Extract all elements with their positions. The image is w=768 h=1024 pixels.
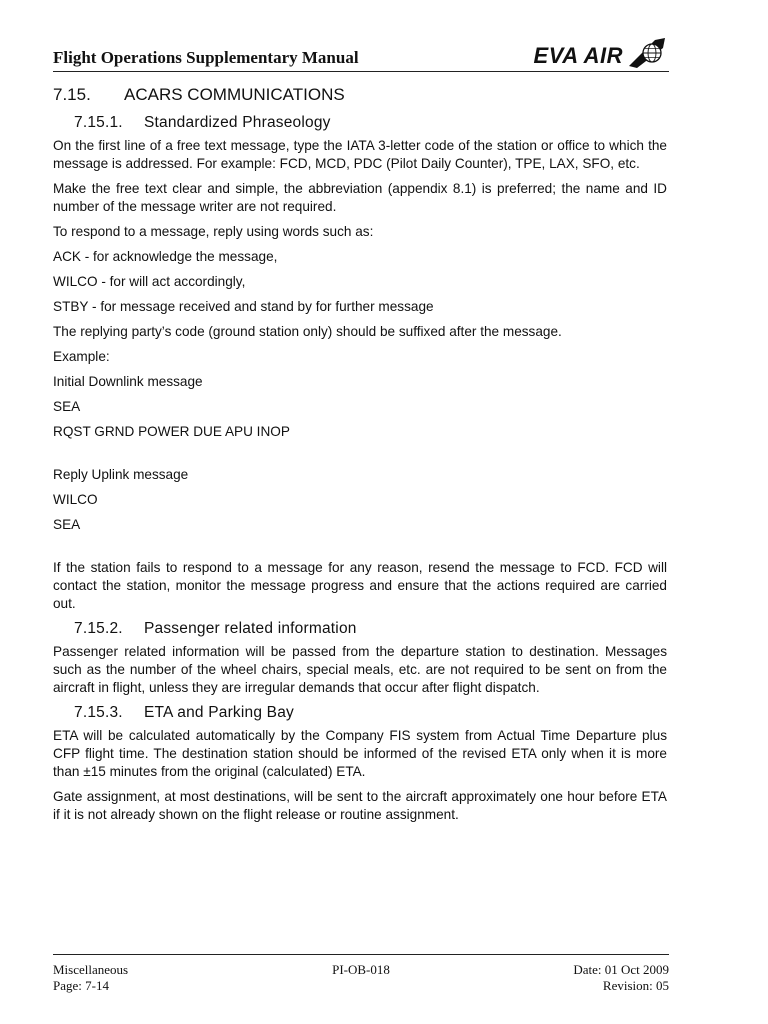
paragraph: WILCO	[53, 492, 98, 507]
paragraph: STBY - for message received and stand by for further message	[53, 299, 434, 314]
spacer	[53, 448, 667, 466]
spacer	[53, 541, 667, 559]
subsection-title: Passenger related information	[144, 620, 357, 637]
paragraph: ACK - for acknowledge the message,	[53, 249, 278, 264]
subsection-number: 7.15.1.	[74, 114, 123, 131]
subsection-title: Standardized Phraseology	[144, 114, 331, 131]
paragraph: Initial Downlink message	[53, 374, 203, 389]
paragraph: Gate assignment, at most destinations, will be sent to the aircraft approximately one hour before ETA if it is not already shown on the flight release or routine assignment.	[53, 789, 667, 822]
page-footer	[53, 962, 669, 994]
paragraph: ETA will be calculated automatically by the Company FIS system from Actual Time Departure plus CFP flight time. The destination station should be informed of the revised ETA only when it is more than ±15 minutes from the original (calculated) ETA.	[53, 728, 667, 779]
subsection-number: 7.15.3.	[74, 704, 123, 721]
section-heading	[53, 86, 667, 104]
page-body	[53, 86, 667, 831]
paragraph: SEA	[53, 399, 81, 414]
logo-text: EVA AIR	[533, 43, 623, 68]
subsection-heading-7-15-2	[53, 620, 667, 638]
revision-number: Revision: 05	[602, 978, 669, 993]
globe-logo-icon	[625, 36, 669, 70]
section-number: 7.15.	[53, 85, 91, 104]
section-title: ACARS COMMUNICATIONS	[124, 85, 345, 104]
paragraph: WILCO - for will act accordingly,	[53, 274, 246, 289]
eva-air-logo	[534, 30, 669, 70]
document-id: PI-OB-018	[332, 962, 390, 977]
manual-title: Flight Operations Supplementary Manual	[53, 48, 359, 67]
subsection-number: 7.15.2.	[74, 620, 123, 637]
chapter-name: Miscellaneous	[53, 962, 129, 977]
paragraph: Make the free text clear and simple, the abbreviation (appendix 8.1) is preferred; the name and ID number of the message writer are not required.	[53, 181, 667, 214]
subsection-title: ETA and Parking Bay	[144, 704, 294, 721]
paragraph: If the station fails to respond to a message for any reason, resend the message to FCD. FCD will contact the station, monitor the message progress and ensure that the actions required are carried out.	[53, 560, 667, 611]
paragraph: Passenger related information will be passed from the departure station to destination. Messages such as the number of the wheel chairs, special meals, etc. are not required to be sent on from the aircraft in flight, unless they are irregular demands that occur after flight dispatch.	[53, 644, 667, 695]
header-rule	[53, 71, 669, 72]
paragraph: To respond to a message, reply using words such as:	[53, 224, 374, 239]
paragraph: Reply Uplink message	[53, 467, 189, 482]
revision-date: Date: 01 Oct 2009	[573, 962, 669, 977]
paragraph: The replying party’s code (ground station only) should be suffixed after the message.	[53, 324, 562, 339]
paragraph: RQST GRND POWER DUE APU INOP	[53, 424, 290, 439]
footer-rule	[53, 954, 669, 955]
page-header	[53, 30, 669, 70]
paragraph: SEA	[53, 517, 81, 532]
page-number: Page: 7-14	[53, 978, 109, 993]
subsection-heading-7-15-1	[53, 114, 667, 132]
subsection-heading-7-15-3	[53, 704, 667, 722]
paragraph: On the first line of a free text message, type the IATA 3-letter code of the station or office to which the message is addressed. For example: FCD, MCD, PDC (Pilot Daily Counter), TPE, LAX, SFO, etc.	[53, 138, 667, 171]
paragraph: Example:	[53, 349, 110, 364]
